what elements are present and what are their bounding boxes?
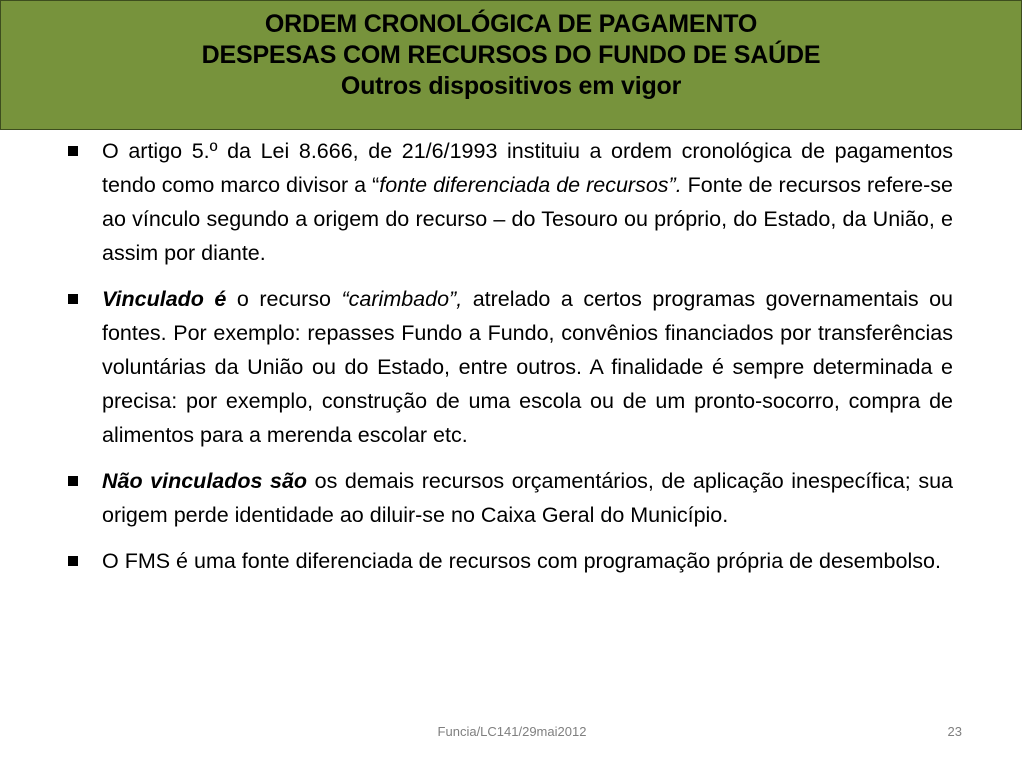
square-bullet-icon bbox=[68, 146, 78, 156]
square-bullet-icon bbox=[68, 294, 78, 304]
bullet-1-part-3: Fonte de recursos refere-se ao vínculo segundo a origem do recurso – do Tesouro ou próprio, do Estado, da União, e assim por diante. bbox=[102, 173, 953, 265]
bullet-3-part-2: os demais recursos orçamentários, de aplicação inespecífica; sua origem perde identidade ao diluir-se no Caixa Geral do Município. bbox=[102, 469, 953, 527]
bullet-item-3 bbox=[68, 464, 953, 532]
bullet-2-part-4: atrelado a certos programas governamentais ou fontes. Por exemplo: repasses Fundo a Fundo, convênios financiados por transferências voluntárias da União ou do Estado, entre outros. A finalidade é sempre determinada e precisa: por exemplo, construção de uma escola ou de um pronto-socorro, compra de alimentos para a merenda escolar etc. bbox=[102, 287, 953, 447]
bullet-2-italic-term: “carimbado”, bbox=[341, 287, 463, 311]
bullet-1-italic-term: fonte diferenciada de recursos”. bbox=[379, 173, 682, 197]
bullet-text-4 bbox=[102, 544, 953, 578]
bullet-item-4 bbox=[68, 544, 953, 578]
bullet-1-part-1: O artigo 5.º da Lei 8.666, de 21/6/1993 instituiu a ordem cronológica de pagamentos tendo como marco divisor a “ bbox=[102, 139, 953, 197]
bullet-text-1 bbox=[102, 134, 953, 270]
footer-reference: Funcia/LC141/29mai2012 bbox=[437, 724, 587, 739]
slide-title-line-1: ORDEM CRONOLÓGICA DE PAGAMENTO bbox=[264, 10, 758, 38]
bullet-2-part-2: o recurso bbox=[226, 287, 342, 311]
square-bullet-icon bbox=[68, 476, 78, 486]
bullet-2-bold-term: Vinculado é bbox=[102, 287, 227, 311]
bullet-item-2 bbox=[68, 282, 953, 452]
square-bullet-icon bbox=[68, 556, 78, 566]
bullet-text-3 bbox=[102, 464, 953, 532]
slide-subtitle: Outros dispositivos em vigor bbox=[340, 72, 682, 100]
bullet-text-2 bbox=[102, 282, 953, 452]
bullet-list bbox=[68, 134, 953, 590]
bullet-item-1 bbox=[68, 134, 953, 270]
slide-title-box bbox=[0, 0, 1022, 130]
bullet-4-part-1: O FMS é uma fonte diferenciada de recursos com programação própria de desembolso. bbox=[102, 549, 941, 573]
slide-number: 23 bbox=[947, 724, 962, 739]
bullet-3-bold-term: Não vinculados são bbox=[102, 469, 308, 493]
slide-title-line-2: DESPESAS COM RECURSOS DO FUNDO DE SAÚDE bbox=[201, 41, 821, 69]
